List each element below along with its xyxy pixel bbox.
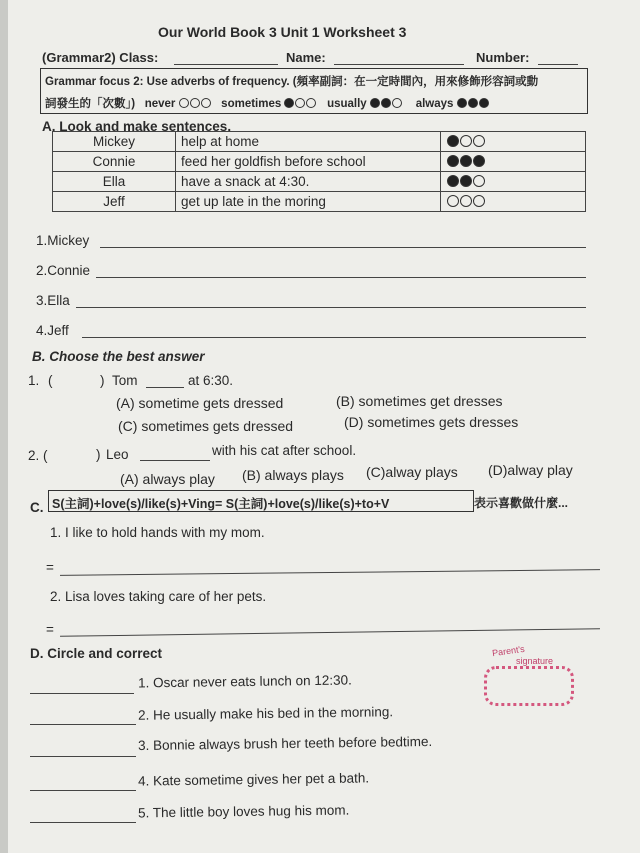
answer-3-label: 3.Ella — [36, 293, 70, 308]
table-row — [53, 132, 586, 152]
formula-note: 表示喜歡做什麼... — [474, 496, 569, 510]
empty-circle-icon — [473, 135, 485, 147]
parent-signature-stamp[interactable] — [478, 643, 574, 704]
b-q1-option-d[interactable]: (D) sometimes gets dresses — [344, 414, 519, 430]
class-label: (Grammar2) Class: — [42, 50, 159, 65]
filled-circle-icon — [460, 155, 472, 167]
answer-3-line[interactable] — [76, 307, 586, 308]
d-item-5: 5. The little boy loves hug his mom. — [137, 802, 350, 821]
row-name: Connie — [53, 152, 176, 172]
d-item-4-blank[interactable] — [30, 790, 136, 791]
b-q1-blank[interactable] — [146, 387, 184, 388]
empty-circle-icon — [473, 175, 485, 187]
empty-circle-icon — [473, 195, 485, 207]
d-item-3-blank[interactable] — [30, 756, 136, 757]
b-q2-option-a[interactable]: (A) always play — [120, 471, 215, 487]
row-name: Jeff — [53, 192, 176, 212]
c-q2-text: 2. Lisa loves taking care of her pets. — [50, 589, 267, 604]
row-activity: get up late in the moring — [176, 192, 441, 212]
frequency-dots — [441, 132, 586, 152]
formula-text: S(主詞)+love(s)/like(s)+Ving= S(主詞)+love(s)/like(s)+to+V — [52, 497, 390, 511]
section-d-title: D. Circle and correct — [30, 646, 163, 661]
b-q2-blank[interactable] — [140, 460, 210, 461]
frequency-dots — [441, 192, 586, 212]
never-label: never — [144, 98, 176, 110]
worksheet-title: Our World Book 3 Unit 1 Worksheet 3 — [158, 24, 407, 40]
always-dots — [457, 98, 490, 110]
c-q1-answer-line[interactable] — [60, 569, 600, 576]
b-q2-subject: Leo — [106, 447, 129, 462]
b-q1-subject: Tom — [112, 373, 138, 388]
empty-circle-icon — [447, 195, 459, 207]
b-q2-number: 2. ( — [28, 448, 48, 463]
name-label: Name: — [286, 50, 326, 65]
d-item-3: 3. Bonnie always brush her teeth before bedtime. — [137, 733, 433, 754]
frequency-table — [52, 131, 586, 212]
sometimes-dots — [284, 98, 317, 110]
sometimes-label: sometimes — [221, 98, 282, 110]
table-row — [53, 172, 586, 192]
table-row — [53, 152, 586, 172]
row-activity: help at home — [176, 132, 441, 152]
never-dots — [179, 98, 212, 110]
answer-1-label: 1.Mickey — [36, 233, 90, 248]
stamp-label-line2: signature — [516, 656, 554, 666]
section-a-title: A. Look and make sentences. — [42, 119, 232, 134]
b-q1-option-a[interactable]: (A) sometime gets dressed — [116, 395, 284, 411]
filled-circle-icon — [447, 135, 459, 147]
section-b-title: B. Choose the best answer — [32, 349, 205, 364]
grammar-focus-box — [40, 68, 588, 114]
d-item-2-blank[interactable] — [30, 724, 136, 725]
frequency-dots — [441, 172, 586, 192]
b-q1-paren-open: ( — [48, 373, 53, 388]
number-label: Number: — [476, 50, 530, 65]
b-q2-paren-close: ) — [96, 447, 101, 462]
always-label: always — [415, 98, 454, 110]
frequency-dots — [441, 152, 586, 172]
answer-2-label: 2.Connie — [36, 263, 91, 278]
b-q2-rest: with his cat after school. — [212, 443, 357, 458]
b-q1-option-c[interactable]: (C) sometimes gets dressed — [118, 418, 294, 434]
d-item-2: 2. He usually make his bed in the morning. — [137, 704, 394, 723]
row-name: Mickey — [53, 132, 176, 152]
c-q1-equals: = — [46, 560, 54, 575]
d-item-1: 1. Oscar never eats lunch on 12:30. — [137, 672, 352, 691]
class-blank[interactable] — [174, 64, 278, 65]
stamp-label-line1: Parent's — [491, 643, 526, 659]
empty-circle-icon — [460, 195, 472, 207]
b-q2-option-d[interactable]: (D)alway play — [488, 462, 573, 478]
usually-dots — [370, 98, 403, 110]
grammar-focus-line2 — [45, 95, 490, 111]
section-c-label: C. — [30, 500, 44, 515]
filled-circle-icon — [473, 155, 485, 167]
b-q1-number: 1. — [28, 373, 40, 388]
grammar-focus-line1: Grammar focus 2: Use adverbs of frequency. (頻率副詞：在一定時間內，用來修飾形容詞或動 — [45, 76, 539, 88]
c-q1-text: 1. I like to hold hands with my mom. — [50, 525, 265, 540]
table-row — [53, 192, 586, 212]
d-item-1-blank[interactable] — [30, 693, 134, 694]
row-activity: have a snack at 4:30. — [176, 172, 441, 192]
answer-1-line[interactable] — [100, 247, 586, 248]
row-activity: feed her goldfish before school — [176, 152, 441, 172]
b-q1-paren-close: ) — [100, 373, 105, 388]
b-q1-option-b[interactable]: (B) sometimes get dresses — [336, 393, 503, 409]
filled-circle-icon — [447, 175, 459, 187]
b-q2-option-b[interactable]: (B) always plays — [242, 467, 344, 483]
answer-2-line[interactable] — [96, 277, 586, 278]
empty-circle-icon — [460, 135, 472, 147]
name-blank[interactable] — [334, 64, 464, 65]
grammar-focus-prefix: 詞發生的「次數」) — [45, 98, 136, 110]
answer-4-line[interactable] — [82, 337, 586, 338]
b-q1-rest: at 6:30. — [188, 373, 234, 388]
b-q2-option-c[interactable]: (C)alway plays — [366, 464, 458, 480]
c-q2-equals: = — [46, 622, 54, 637]
flower-frame-icon — [484, 666, 574, 706]
answer-4-label: 4.Jeff — [36, 323, 69, 338]
c-q2-answer-line[interactable] — [60, 628, 600, 637]
row-name: Ella — [53, 172, 176, 192]
number-blank[interactable] — [538, 64, 578, 65]
d-item-4: 4. Kate sometime gives her pet a bath. — [137, 770, 370, 789]
usually-label: usually — [327, 98, 367, 110]
d-item-5-blank[interactable] — [30, 822, 136, 823]
filled-circle-icon — [447, 155, 459, 167]
worksheet-page — [8, 0, 640, 853]
filled-circle-icon — [460, 175, 472, 187]
